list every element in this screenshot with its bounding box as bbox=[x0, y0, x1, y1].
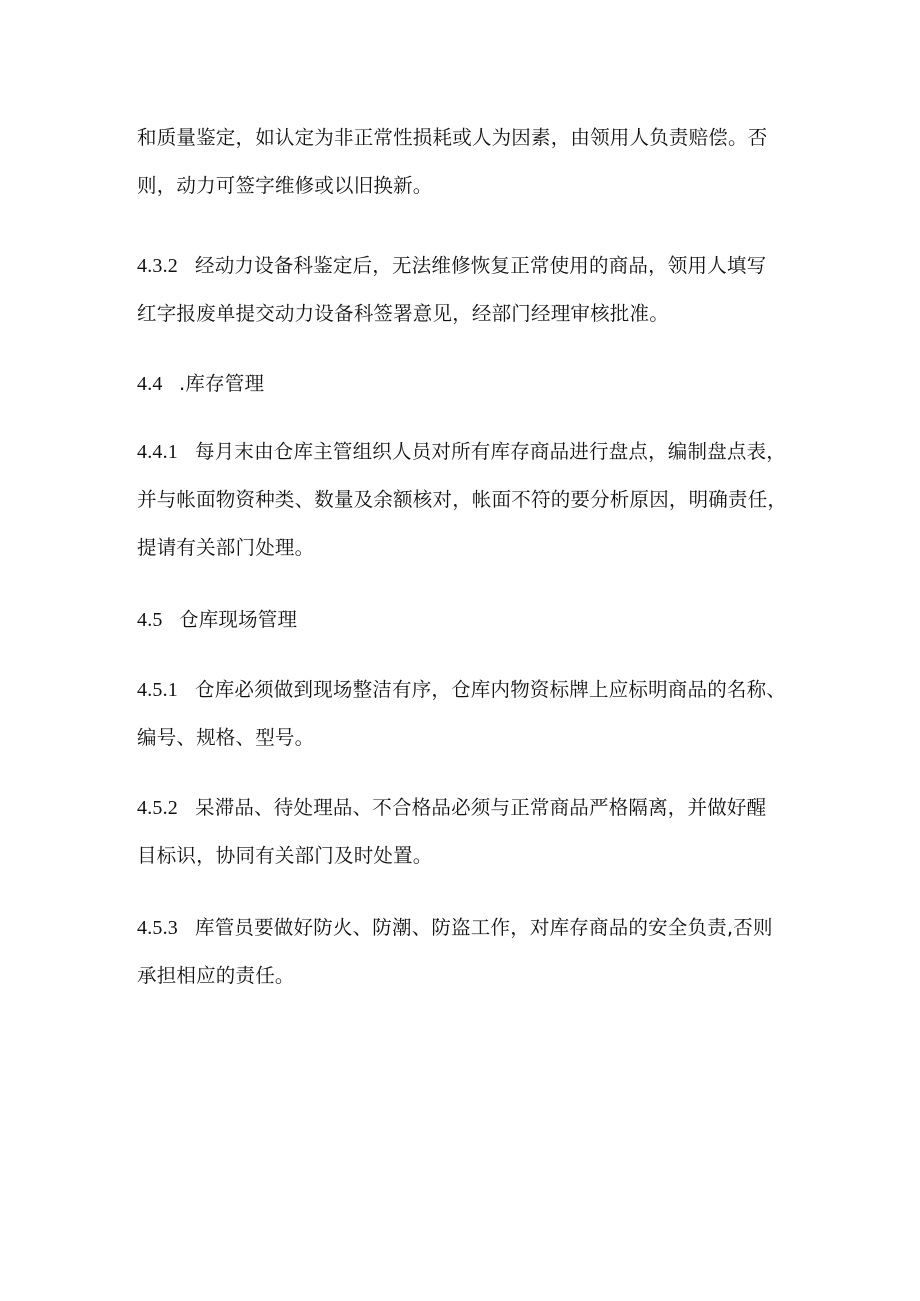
line-text: 库管员要做好防火、防潮、防盗工作，对库存商品的安全负责,否则 bbox=[195, 916, 773, 939]
clause-4-3-2 bbox=[137, 253, 766, 279]
line-text: 并与帐面物资种类、数量及余额核对，帐面不符的要分析原因，明确责任， bbox=[137, 488, 788, 511]
paragraph-line bbox=[137, 173, 433, 199]
line-text: 编号、规格、型号。 bbox=[137, 726, 315, 749]
line-text: 提请有关部门处理。 bbox=[137, 536, 315, 559]
paragraph-line bbox=[137, 963, 295, 989]
clause-number: 4.5.1 bbox=[137, 679, 178, 701]
clause-number: 4.5.2 bbox=[137, 797, 178, 819]
section-number: 4.5 bbox=[137, 609, 163, 631]
paragraph-line bbox=[137, 301, 669, 327]
section-heading-4-4 bbox=[137, 371, 264, 397]
clause-4-5-3 bbox=[137, 915, 773, 941]
clause-number: 4.5.3 bbox=[137, 917, 178, 939]
line-text: 经动力设备科鉴定后，无法维修恢复正常使用的商品，领用人填写 bbox=[195, 254, 767, 277]
line-text: 红字报废单提交动力设备科签署意见，经部门经理审核批准。 bbox=[137, 302, 669, 325]
paragraph-line bbox=[137, 535, 314, 561]
paragraph-line bbox=[137, 843, 433, 869]
clause-4-5-1 bbox=[137, 677, 786, 703]
section-title: 仓库现场管理 bbox=[179, 608, 298, 631]
line-text: 承担相应的责任。 bbox=[137, 964, 295, 987]
paragraph-line bbox=[137, 125, 767, 151]
paragraph-line bbox=[137, 725, 314, 751]
paragraph-line bbox=[137, 487, 787, 513]
line-text: 和质量鉴定，如认定为非正常性损耗或人为因素，由领用人负责赔偿。否 bbox=[137, 126, 768, 149]
clause-4-5-2 bbox=[137, 795, 766, 821]
clause-4-4-1 bbox=[137, 439, 786, 465]
section-heading-4-5 bbox=[137, 607, 297, 633]
line-text: 目标识，协同有关部门及时处置。 bbox=[137, 844, 433, 867]
section-title: .库存管理 bbox=[179, 372, 265, 395]
section-number: 4.4 bbox=[137, 373, 163, 395]
line-text: 则，动力可签字维修或以旧换新。 bbox=[137, 174, 433, 197]
line-text: 每月末由仓库主管组织人员对所有库存商品进行盘点，编制盘点表， bbox=[195, 440, 787, 463]
line-text: 仓库必须做到现场整洁有序，仓库内物资标牌上应标明商品的名称、 bbox=[195, 678, 787, 701]
clause-number: 4.3.2 bbox=[137, 255, 178, 277]
clause-number: 4.4.1 bbox=[137, 441, 178, 463]
line-text: 呆滞品、待处理品、不合格品必须与正常商品严格隔离，并做好醒 bbox=[195, 796, 767, 819]
